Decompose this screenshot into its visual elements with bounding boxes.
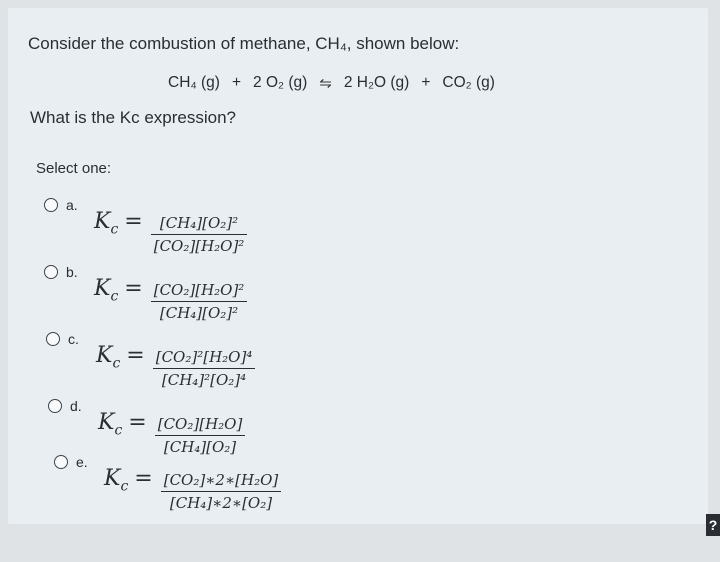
kc-expression: [98, 410, 245, 456]
kc-subscript: c: [120, 478, 129, 495]
fraction-bar: [153, 368, 256, 369]
fraction-numerator: [CH₄][O₂]²: [159, 214, 239, 232]
equals-sign: =: [128, 410, 147, 435]
option-letter: d.: [70, 398, 82, 414]
question-intro: Consider the combustion of methane, CH₄, shown below:: [28, 34, 460, 53]
fraction-bar: [151, 301, 248, 302]
equilibrium-arrow-icon: ⇋: [319, 75, 332, 92]
answer-option-b[interactable]: [44, 263, 247, 322]
option-letter: b.: [66, 264, 78, 280]
kc-subscript: c: [110, 288, 119, 305]
kc-fraction: [155, 415, 246, 456]
kc-symbol: K: [96, 343, 113, 368]
plus-sign: +: [421, 74, 431, 91]
kc-expression: [104, 466, 281, 512]
product-co2: CO₂ (g): [442, 74, 495, 91]
fraction-numerator: [CO₂][H₂O]: [157, 415, 243, 433]
radio-button[interactable]: [44, 198, 58, 212]
kc-fraction: [161, 471, 282, 512]
fraction-denominator: [CH₄]²[O₂]⁴: [161, 371, 247, 390]
equals-sign: =: [134, 466, 153, 491]
radio-button[interactable]: [48, 399, 62, 413]
kc-subscript: c: [114, 422, 123, 439]
kc-symbol: K: [98, 410, 115, 435]
fraction-denominator: [CH₄][O₂]²: [159, 304, 239, 323]
reactant-methane: CH₄ (g): [168, 74, 220, 91]
radio-button[interactable]: [44, 265, 58, 279]
fraction-denominator: [CO₂][H₂O]²: [153, 237, 245, 256]
help-icon[interactable]: ?: [706, 514, 720, 536]
answer-option-a[interactable]: [44, 196, 247, 255]
fraction-bar: [161, 491, 282, 492]
select-label: Select one:: [36, 160, 112, 177]
plus-sign: +: [231, 74, 242, 91]
kc-expression: [94, 276, 247, 322]
kc-expression: [96, 343, 255, 389]
fraction-bar: [151, 234, 248, 235]
equals-sign: =: [124, 209, 143, 234]
fraction-numerator: [CO₂][H₂O]²: [153, 281, 245, 299]
kc-symbol: K: [104, 466, 121, 491]
kc-fraction: [151, 281, 248, 322]
fraction-bar: [155, 435, 246, 436]
kc-symbol: K: [94, 209, 111, 234]
kc-expression: [94, 209, 247, 255]
kc-subscript: c: [110, 221, 119, 238]
fraction-denominator: [CH₄][O₂]: [163, 438, 237, 457]
option-letter: a.: [66, 197, 78, 213]
fraction-denominator: [CH₄]∗2∗[O₂]: [169, 494, 273, 513]
option-letter: c.: [68, 331, 79, 347]
answer-option-d[interactable]: [48, 397, 245, 456]
radio-button[interactable]: [54, 455, 68, 469]
answer-option-c[interactable]: [46, 330, 255, 389]
question-prompt: What is the Kc expression?: [30, 108, 236, 127]
kc-fraction: [153, 348, 256, 389]
option-letter: e.: [76, 454, 88, 470]
equals-sign: =: [124, 276, 143, 301]
reactant-oxygen: 2 O₂ (g): [253, 74, 308, 91]
fraction-numerator: [CO₂]∗2∗[H₂O]: [163, 471, 279, 489]
reaction-equation: [168, 74, 495, 92]
radio-button[interactable]: [46, 332, 60, 346]
kc-fraction: [151, 214, 248, 255]
kc-subscript: c: [112, 355, 121, 372]
kc-symbol: K: [94, 276, 111, 301]
product-water: 2 H₂O (g): [343, 74, 410, 91]
fraction-numerator: [CO₂]²[H₂O]⁴: [155, 348, 253, 366]
answer-option-e[interactable]: [54, 453, 281, 512]
equals-sign: =: [126, 343, 145, 368]
